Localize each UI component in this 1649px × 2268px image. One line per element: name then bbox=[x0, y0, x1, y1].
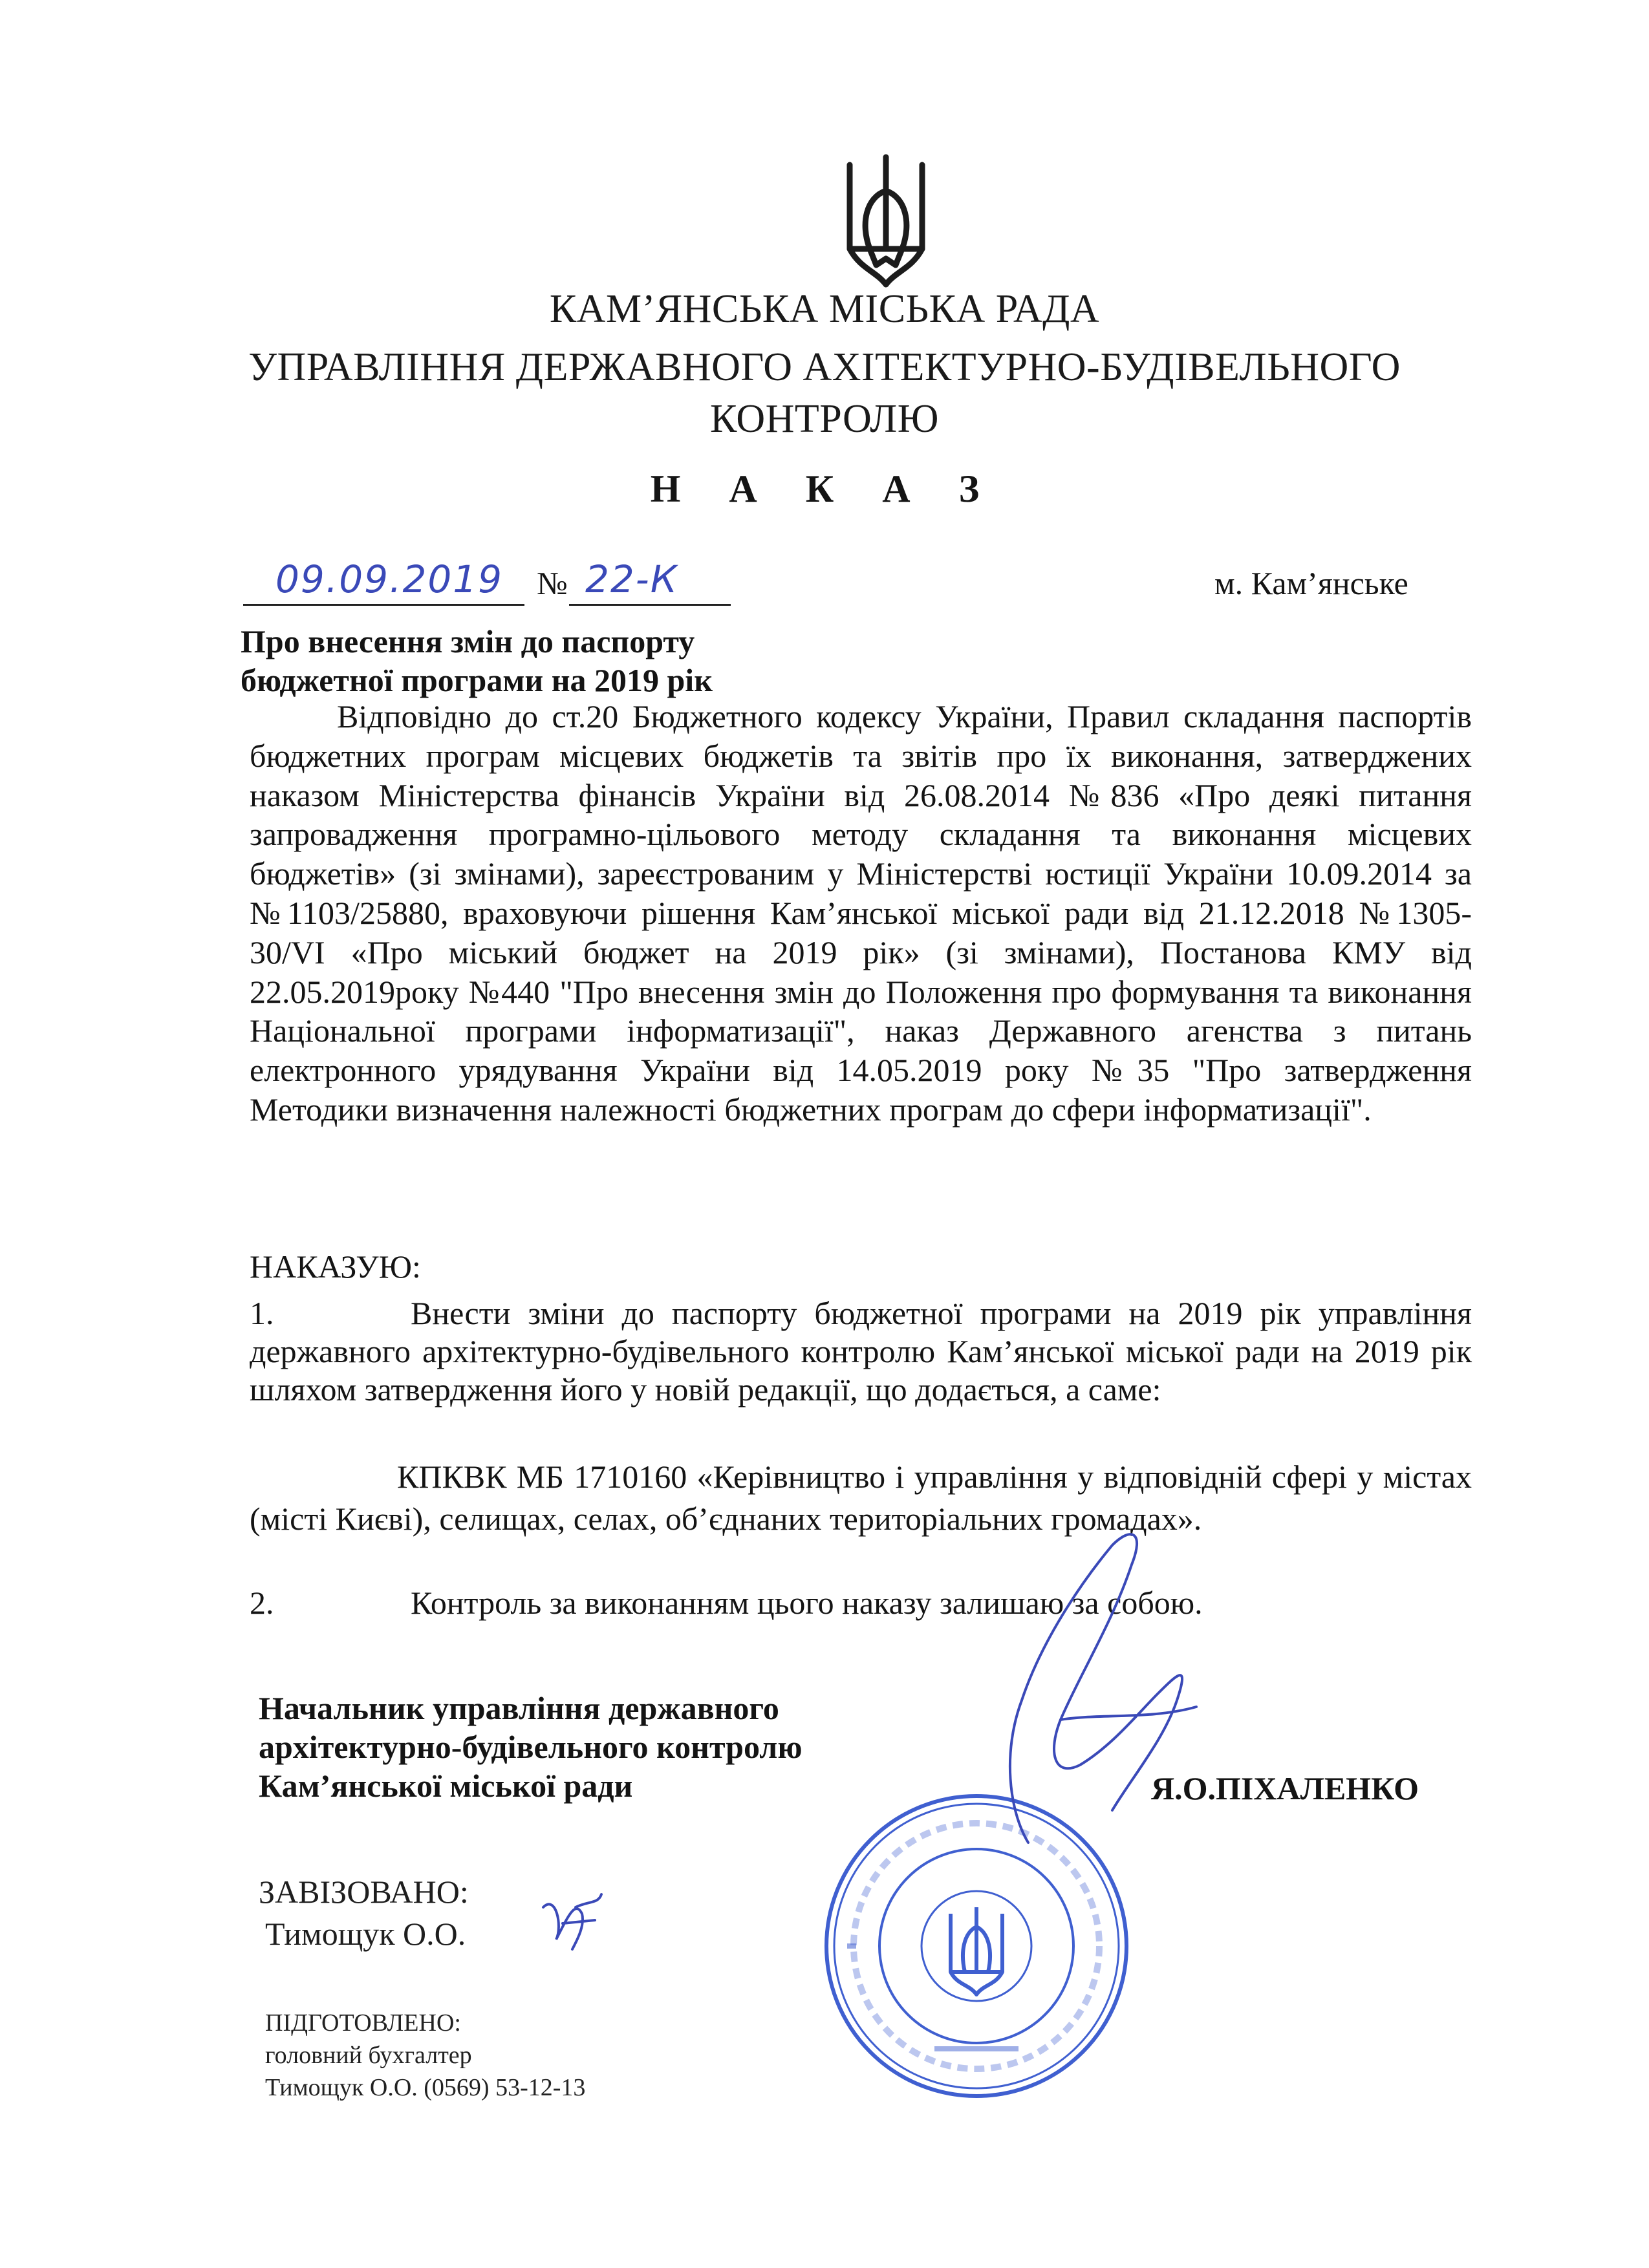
number-field bbox=[569, 557, 731, 606]
order-item-2-number: 2. bbox=[250, 1585, 274, 1621]
budget-program-code: КПКВК МБ 1710160 «Керівництво і управління у відповідній сфері у містах (місті Києві), селищах, селах, об’єднаних територіальних громадах». bbox=[250, 1459, 1472, 1537]
city: м. Кам’янське bbox=[1214, 565, 1408, 601]
prepared-contact: Тимощук О.О. (0569) 53-12-13 bbox=[265, 2074, 586, 2101]
document-type: Н А К А З bbox=[650, 467, 999, 510]
signer-name: Я.О.ПІХАЛЕНКО bbox=[1151, 1770, 1419, 1806]
trident-emblem-icon bbox=[841, 152, 931, 288]
visa-signature-icon bbox=[537, 1888, 608, 1952]
date-field bbox=[243, 557, 524, 606]
visa-name: Тимощук О.О. bbox=[265, 1916, 466, 1952]
visa-label: ЗАВІЗОВАНО: bbox=[259, 1874, 469, 1910]
order-item-2-text: Контроль за виконанням цього наказу залишаю за собою. bbox=[411, 1585, 1203, 1621]
order-item-1 bbox=[250, 1294, 1472, 1409]
prepared-label: ПІДГОТОВЛЕНО: bbox=[265, 2009, 461, 2037]
prepared-role: головний бухгалтер bbox=[265, 2042, 472, 2069]
order-item-2 bbox=[250, 1584, 1472, 1622]
order-word: НАКАЗУЮ: bbox=[250, 1248, 421, 1285]
order-item-1-number: 1. bbox=[250, 1295, 274, 1331]
subject-line2: бюджетної програми на 2019 рік bbox=[241, 662, 713, 698]
number-handwritten: 22-К bbox=[585, 557, 678, 601]
order-item-1-text: Внести зміни до паспорту бюджетної програми на 2019 рік управління державного архітектурно-будівельного контролю Кам’янської міської ради на 2019 рік шляхом затвердження його у новій редакції, що додається, а саме: bbox=[250, 1295, 1472, 1407]
preamble-paragraph: Відповідно до ст.20 Бюджетного кодексу України, Правил складання паспортів бюджетних програм місцевих бюджетів та звітів про їх виконання, затверджених наказом Міністерства фінансів України від 26.08.2014 №836 «Про деякі питання запровадження програмно-цільового методу складання та виконання місцевих бюджетів» (зі змінами), зареєстрованим у Міністерстві юстиції України 10.09.2014 за №1103/25880, враховуючи рішення Кам’янської міської ради від 21.12.2018 №1305-30/VI «Про міський бюджет на 2019 рік» (зі змінами), Постанова КМУ від 22.05.2019року №440 "Про внесення змін до Положення про формування та виконання Національної програми інформатизації", наказ Державного агенства з питань електронного урядування України від 14.05.2019 року №35 "Про затвердження Методики визначення належності бюджетних програм до сфери інформатизації". bbox=[250, 698, 1472, 1128]
signer-title-line3: Кам’янської міської ради bbox=[259, 1768, 633, 1804]
number-sign: № bbox=[537, 565, 568, 601]
date-handwritten: 09.09.2019 bbox=[275, 557, 504, 601]
signer-title-line2: архітектурно-будівельного контролю bbox=[259, 1729, 803, 1765]
signer-title-line1: Начальник управління державного bbox=[259, 1690, 779, 1726]
department-name-line2: КОНТРОЛЮ bbox=[710, 397, 939, 441]
subject-line1: Про внесення змін до паспорту bbox=[241, 623, 695, 659]
director-signature-icon bbox=[983, 1506, 1203, 1868]
council-name: КАМ’ЯНСЬКА МІСЬКА РАДА bbox=[549, 287, 1100, 331]
department-name-line1: УПРАВЛІННЯ ДЕРЖАВНОГО АХІТЕКТУРНО-БУДІВЕЛЬНОГО bbox=[248, 345, 1401, 389]
